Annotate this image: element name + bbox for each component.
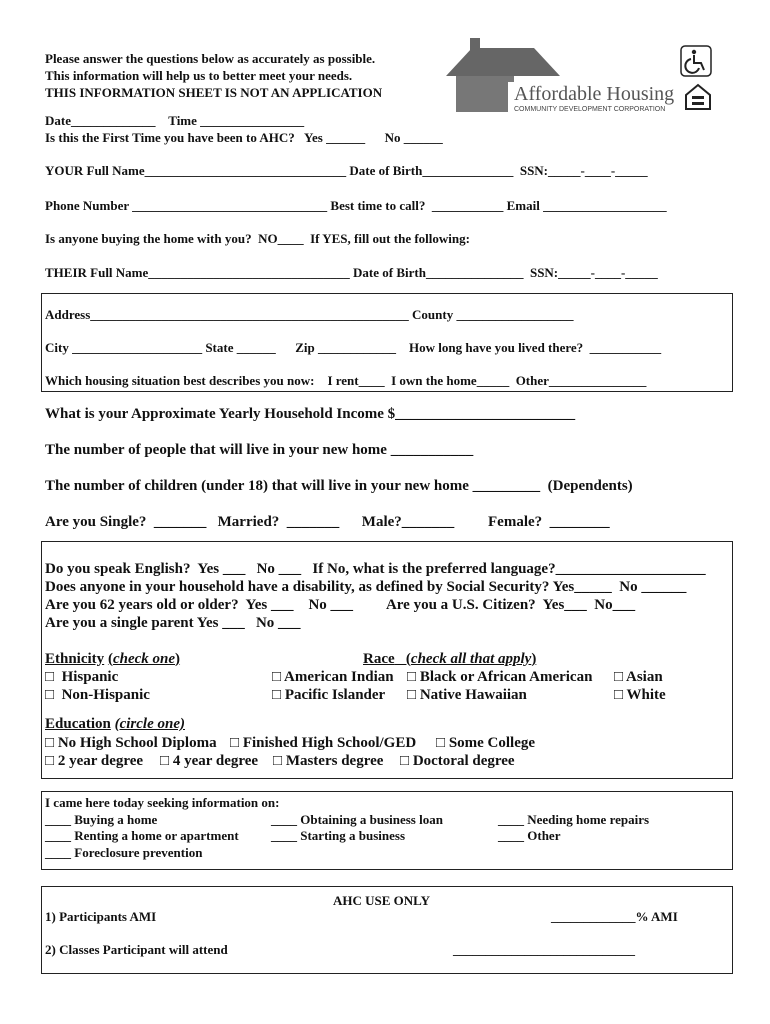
seeking-renting[interactable]: ____ Renting a home or apartment xyxy=(45,828,239,843)
checkbox-icon[interactable]: □ xyxy=(45,735,55,751)
age-citizen-question[interactable]: Are you 62 years old or older? Yes ___ No ___ Are you a U.S. Citizen? Yes___ No___ xyxy=(45,597,636,613)
education-option-ged[interactable]: □ Finished High School/GED xyxy=(230,735,417,751)
seeking-starting-business[interactable]: ____ Starting a business xyxy=(271,828,405,843)
header-line-1: Please answer the questions below as accurately as possible. xyxy=(45,51,376,66)
housing-situation-line[interactable]: Which housing situation best describes you now: I rent____ I own the home_____ Other_______________ xyxy=(45,373,647,388)
disability-question[interactable]: Does anyone in your household have a disability, as defined by Social Security? Yes_____ No ______ xyxy=(45,579,687,595)
education-option-masters[interactable]: □ Masters degree xyxy=(273,753,384,769)
address-line[interactable]: Address_________________________________________________ County __________________ xyxy=(45,307,574,322)
education-option-doctoral[interactable]: □ Doctoral degree xyxy=(400,753,515,769)
header-line-2: This information will help us to better meet your needs. xyxy=(45,68,353,83)
income-question[interactable]: What is your Approximate Yearly Household Income $________________________ xyxy=(45,406,576,422)
buying-with-question[interactable]: Is anyone buying the home with you? NO____ If YES, fill out the following: xyxy=(45,231,470,246)
race-heading: Race (check all that apply) xyxy=(363,651,537,667)
classes-field[interactable]: ____________________________ xyxy=(453,942,635,957)
education-heading: Education (circle one) xyxy=(45,716,185,732)
english-question[interactable]: Do you speak English? Yes ___ No ___ If No, what is the preferred language?____________________ xyxy=(45,561,706,577)
checkbox-icon[interactable]: □ xyxy=(614,669,624,685)
seeking-home-repairs[interactable]: ____ Needing home repairs xyxy=(498,812,650,827)
education-option-some-college[interactable]: □ Some College xyxy=(436,735,536,751)
ahc-use-only-title: AHC USE ONLY xyxy=(333,893,431,908)
checkbox-icon[interactable]: □ xyxy=(45,753,55,769)
marital-status-line[interactable]: Are you Single? _______ Married? _______ Male?_______ Female? ________ xyxy=(45,514,610,530)
logo-subtitle: COMMUNITY DEVELOPMENT CORPORATION xyxy=(514,106,666,113)
seeking-business-loan[interactable]: ____ Obtaining a business loan xyxy=(271,812,443,827)
seeking-other[interactable]: ____ Other xyxy=(498,828,561,843)
checkbox-icon[interactable]: □ xyxy=(230,735,240,751)
wheelchair-icon xyxy=(680,45,712,77)
participants-ami-field[interactable]: _____________% AMI xyxy=(551,909,678,924)
ethnicity-option-non-hispanic[interactable]: □ Non-Hispanic xyxy=(45,687,150,703)
city-line[interactable]: City ____________________ State ______ Zip ____________ How long have you lived there? ___________ xyxy=(45,340,662,355)
logo-name: Affordable Housing xyxy=(514,83,675,105)
checkbox-icon[interactable]: □ xyxy=(407,669,417,685)
phone-line[interactable]: Phone Number ______________________________ Best time to call? ___________ Email ___________________ xyxy=(45,198,667,213)
participants-ami-label: 1) Participants AMI xyxy=(45,909,157,924)
classes-label: 2) Classes Participant will attend xyxy=(45,942,228,957)
checkbox-icon[interactable]: □ xyxy=(436,735,446,751)
race-option-native-hawaiian[interactable]: □ Native Hawaiian xyxy=(407,687,527,703)
single-parent-question[interactable]: Are you a single parent Yes ___ No ___ xyxy=(45,615,301,631)
race-option-pacific-islander[interactable]: □ Pacific Islander xyxy=(272,687,386,703)
checkbox-icon[interactable]: □ xyxy=(272,687,282,703)
checkbox-icon[interactable]: □ xyxy=(45,687,55,703)
first-time-question[interactable]: Is this the First Time you have been to AHC? Yes ______ No ______ xyxy=(45,130,443,145)
date-time-field[interactable]: Date_____________ Time ________________ xyxy=(45,113,305,128)
checkbox-icon[interactable]: □ xyxy=(272,669,282,685)
equal-housing-icon xyxy=(684,83,712,113)
people-count-question[interactable]: The number of people that will live in your new home ___________ xyxy=(45,442,474,458)
race-option-american-indian[interactable]: □ American Indian xyxy=(272,669,394,685)
education-option-4-year[interactable]: □ 4 year degree xyxy=(160,753,259,769)
seeking-foreclosure[interactable]: ____ Foreclosure prevention xyxy=(45,845,203,860)
education-option-no-diploma[interactable]: □ No High School Diploma xyxy=(45,735,217,751)
race-option-white[interactable]: □ White xyxy=(614,687,666,703)
checkbox-icon[interactable]: □ xyxy=(400,753,410,769)
checkbox-icon[interactable]: □ xyxy=(614,687,624,703)
header-line-3: THIS INFORMATION SHEET IS NOT AN APPLICATION xyxy=(45,85,383,100)
your-name-line[interactable]: YOUR Full Name_______________________________ Date of Birth______________ SSN:_____-____-_____ xyxy=(45,163,648,178)
their-name-line[interactable]: THEIR Full Name_______________________________ Date of Birth_______________ SSN:_____-____-_____ xyxy=(45,265,658,280)
education-option-2-year[interactable]: □ 2 year degree xyxy=(45,753,144,769)
seeking-title: I came here today seeking information on: xyxy=(45,795,280,810)
race-option-black[interactable]: □ Black or African American xyxy=(407,669,593,685)
checkbox-icon[interactable]: □ xyxy=(45,669,55,685)
children-count-question[interactable]: The number of children (under 18) that will live in your new home _________ (Dependents) xyxy=(45,478,633,494)
ethnicity-option-hispanic[interactable]: □ Hispanic xyxy=(45,669,119,685)
checkbox-icon[interactable]: □ xyxy=(160,753,170,769)
ethnicity-heading: Ethnicity (check one) xyxy=(45,651,181,667)
checkbox-icon[interactable]: □ xyxy=(273,753,283,769)
checkbox-icon[interactable]: □ xyxy=(407,687,417,703)
race-option-asian[interactable]: □ Asian xyxy=(614,669,663,685)
seeking-buying-home[interactable]: ____ Buying a home xyxy=(45,812,158,827)
